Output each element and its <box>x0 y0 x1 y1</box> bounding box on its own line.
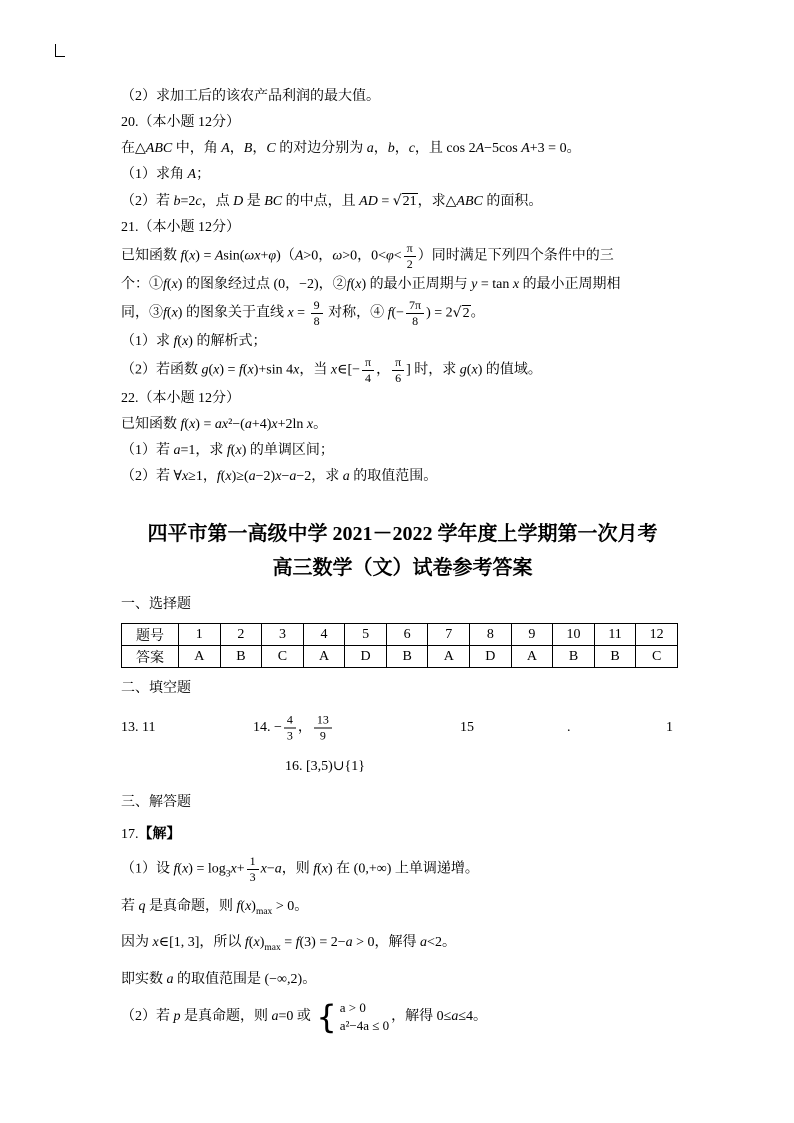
problem-22-heading: 22.（本小题 12分） <box>121 391 240 406</box>
math-i: x <box>182 334 189 349</box>
table-answer-cell: C <box>636 646 678 668</box>
math-i: a <box>420 935 428 951</box>
math-i: x <box>171 277 178 292</box>
problem-21-q1: （1）求 f(x) 的解析式； <box>121 334 267 349</box>
math-i: B <box>243 141 253 156</box>
math-i: x <box>260 861 267 877</box>
math-i: x <box>287 305 294 321</box>
math-sub: max <box>264 943 281 954</box>
math-i: x <box>182 861 189 877</box>
math-i: AD <box>359 194 378 209</box>
math-frac: $\frac{\pi}{6}$ <box>392 355 404 386</box>
solution-17-line3: 因为 x∈[1, 3]，所以 $f(x)_{max} = f(3) = 2-a > 0$，解得 a<2。 <box>121 935 456 954</box>
math-i: x <box>181 469 189 484</box>
blank-section-heading: 二、填空题 <box>121 681 191 696</box>
math-sub: 3 <box>225 869 231 880</box>
math-i: φ <box>386 248 394 264</box>
math-sqrt: √21 <box>392 193 417 209</box>
table-number-cell: 5 <box>345 624 387 646</box>
problem-20-body: 在△ABC 中，角 A，B，C 的对边分别为 a，b，c，且 cos 2A−5cos A+3 = 0。 <box>121 141 581 156</box>
math-sub: max <box>255 906 273 917</box>
blank-answers-row <box>121 704 684 752</box>
math-i: a <box>366 141 374 156</box>
cases-row: a > 0 <box>339 1000 366 1016</box>
math-i: ωx <box>244 248 261 264</box>
math-i: a <box>274 861 282 877</box>
math-i: f <box>295 935 300 951</box>
math-i: ax <box>214 417 229 432</box>
blank-answer-14: 14. − $\frac{4}{3}$ ， $\frac{13}{9}$ <box>253 713 334 744</box>
problem-21-body-line3: 同，③f(x) 的图象关于直线 x = $\frac{9}{8}$ 对称，④ f(− $\frac{7\pi}{8}$ ) = 2√2。 <box>121 298 485 328</box>
table-number-cell: 9 <box>511 624 553 646</box>
math-i: f <box>346 277 351 292</box>
problem-19-part2: （2）求加工后的该农产品利润的最大值。 <box>121 89 380 104</box>
solution-section-heading: 三、解答题 <box>121 795 191 810</box>
table-row-answers <box>122 646 678 668</box>
table-answer-cell: C <box>262 646 304 668</box>
math-b: 【解】 <box>138 827 181 842</box>
table-answer-cell: B <box>594 646 636 668</box>
table-answer-cell: B <box>386 646 428 668</box>
math-i: A <box>214 248 224 264</box>
problems-section <box>121 84 684 490</box>
math-cases <box>316 999 389 1035</box>
math-i: BC <box>264 194 283 209</box>
table-number-cell: 2 <box>220 624 262 646</box>
math-i: x <box>152 935 159 951</box>
problem-21-heading: 21.（本小题 12分） <box>121 220 240 235</box>
problem-20-heading: 20.（本小题 12分） <box>121 115 240 130</box>
solution-17-line2: 若 q 是真命题，则 $f(x)_{max} > 0$。 <box>121 898 309 917</box>
math-i: x <box>512 277 520 292</box>
math-i: x <box>275 469 282 484</box>
answer-sheet-title: 四平市第一高级中学 2021－2022 学年度上学期第一次月考 <box>147 523 658 545</box>
solution-17-line1: （1）设 $f(x) = \log_3x+$ $\frac{1}{3}$ x−a，则 f(x) 在 (0,+∞) 上单调递增。 <box>121 854 479 884</box>
math-i: D <box>233 194 244 209</box>
math-i: A <box>221 141 230 156</box>
choice-answer-table <box>121 623 678 668</box>
math-i: a <box>289 469 297 484</box>
math-i: f <box>163 305 167 321</box>
solution-17-line4: 即实数 a 的取值范围是 (−∞,2)。 <box>121 972 317 988</box>
solution-17-label: 17.【解】 <box>121 827 181 842</box>
problem-20-q2: （2）若 b=2c，点 D 是 BC 的中点，且 AD = √21，求△ABC 的面积。 <box>121 193 543 209</box>
math-i: x <box>330 362 338 378</box>
table-number-cell: 11 <box>594 624 636 646</box>
math-i: x <box>321 861 329 877</box>
math-i: a <box>173 443 181 458</box>
math-i: ω <box>332 248 343 264</box>
math-i: x <box>171 305 178 321</box>
math-frac: $\frac{\pi}{2}$ <box>404 241 416 272</box>
table-number-cell: 10 <box>553 624 595 646</box>
table-number-cell: 6 <box>386 624 428 646</box>
table-number-cell: 3 <box>262 624 304 646</box>
table-label-cell: 答案 <box>122 646 179 668</box>
math-i: x <box>245 898 252 914</box>
math-i: a <box>271 1009 279 1025</box>
math-i: b <box>387 141 395 156</box>
math-i: a <box>166 972 174 988</box>
math-i: f <box>236 898 241 914</box>
problem-22-q1: （1）若 a=1，求 f(x) 的单调区间； <box>121 443 334 458</box>
math-i: f <box>226 443 231 458</box>
math-i: f <box>238 362 243 378</box>
math-i: f <box>163 277 167 292</box>
math-i: a <box>345 935 353 951</box>
blank-answer-16: 16. [3,5)∪{1} <box>285 759 365 774</box>
problem-21-body-line1: 已知函数 f(x) = Asin(ωx+φ)（A>0，ω>0，0<φ< $\frac{\pi}{2}$ ）同时满足下列四个条件中的三 <box>121 241 614 271</box>
solution-section <box>121 822 684 1035</box>
math-frac: $\frac{4}{3}$ <box>284 713 296 744</box>
blank-answer-15-value: 1 <box>666 720 673 735</box>
margin-crop-mark <box>55 44 65 57</box>
math-sqrt: √2 <box>452 304 470 321</box>
table-number-cell: 1 <box>179 624 221 646</box>
math-i: f <box>180 248 185 264</box>
math-i: x <box>253 935 260 951</box>
math-i: ABC <box>456 194 483 209</box>
problem-21-q2: （2）若函数 g(x) = f(x)+sin 4x，当 x∈[− $\frac{\pi}{4}$ ， $\frac{\pi}{6}$ ] 时，求 g(x) 的值域。 <box>121 355 542 385</box>
math-i: C <box>266 141 276 156</box>
blank-answer-15-number: 15 <box>460 720 474 735</box>
math-i: f <box>173 334 178 349</box>
math-i: x <box>213 362 220 378</box>
math-i: f <box>173 861 178 877</box>
math-frac: $\frac{7\pi}{8}$ <box>406 298 424 329</box>
table-answer-cell: D <box>470 646 512 668</box>
math-i: c <box>195 194 202 209</box>
math-i: a <box>248 469 256 484</box>
table-answer-cell: A <box>303 646 345 668</box>
blank-answer-13: 13. 11 <box>121 720 156 735</box>
math-i: f <box>216 469 221 484</box>
math-i: a <box>244 417 252 432</box>
solution-17-line5: （2）若 p 是真命题，则 a=0 或 { a > 0 a²−4a ≤ 0 ，解得 0≤a≤4。 <box>121 998 488 1037</box>
math-i: ABC <box>145 141 173 156</box>
table-answer-cell: B <box>220 646 262 668</box>
table-answer-cell: A <box>428 646 470 668</box>
table-number-cell: 7 <box>428 624 470 646</box>
math-i: p <box>173 1009 181 1025</box>
problem-20-q1: （1）求角 A； <box>121 167 211 182</box>
table-number-cell: 12 <box>636 624 678 646</box>
blank-answer-15-dot: . <box>567 720 571 735</box>
math-i: x <box>306 417 314 432</box>
problem-22-q2: （2）若 ∀x≥1，f(x)≥(a−2)x−a−2，求 a 的取值范围。 <box>121 469 438 484</box>
math-i: f <box>180 417 185 432</box>
math-i: A <box>187 167 197 182</box>
table-answer-cell: D <box>345 646 387 668</box>
choice-section-heading: 一、选择题 <box>121 597 191 612</box>
math-i: c <box>408 141 415 156</box>
math-i: q <box>138 898 146 914</box>
math-i: x <box>471 362 478 378</box>
table-number-cell: 4 <box>303 624 345 646</box>
answer-sheet-subtitle: 高三数学（文）试卷参考答案 <box>272 557 533 579</box>
math-i: f <box>387 305 392 321</box>
math-i: x <box>189 417 196 432</box>
math-frac: $\frac{13}{9}$ <box>314 713 332 744</box>
table-row-numbers <box>122 624 678 646</box>
math-i: a <box>342 469 350 484</box>
problem-21-body-line2: 个：①f(x) 的图象经过点 (0，−2)，②f(x) 的最小正周期与 y = tan x 的最小正周期相 <box>121 277 621 292</box>
math-i: φ <box>268 248 277 264</box>
math-i: x <box>355 277 362 292</box>
table-answer-cell: A <box>179 646 221 668</box>
math-i: A <box>294 248 304 264</box>
cases-row: a²−4a ≤ 0 <box>339 1018 390 1034</box>
math-frac: $\frac{9}{8}$ <box>311 298 323 329</box>
math-i: b <box>173 194 181 209</box>
math-i: A <box>521 141 530 156</box>
math-frac: $\frac{\pi}{4}$ <box>362 355 374 386</box>
math-i: x <box>235 443 242 458</box>
math-i: x <box>225 469 232 484</box>
table-label-cell: 题号 <box>122 624 179 646</box>
math-i: a <box>451 1009 459 1025</box>
choice-answer-table-body <box>122 624 678 668</box>
math-i: x <box>230 861 237 877</box>
table-number-cell: 8 <box>470 624 512 646</box>
cases-brace: { <box>316 998 337 1037</box>
math-i: x <box>271 417 278 432</box>
problem-22-body: 已知函数 f(x) = ax²−(a+4)x+2ln x。 <box>121 417 328 432</box>
math-i: x <box>247 362 254 378</box>
table-answer-cell: A <box>511 646 553 668</box>
math-i: f <box>244 935 249 951</box>
math-frac: $\frac{1}{3}$ <box>247 854 259 885</box>
math-i: f <box>313 861 318 877</box>
math-i: x <box>293 362 300 378</box>
table-answer-cell: B <box>553 646 595 668</box>
math-i: x <box>189 248 196 264</box>
math-i: g <box>459 362 467 378</box>
math-i: A <box>475 141 485 156</box>
math-i: g <box>201 362 209 378</box>
math-i: y <box>471 277 478 292</box>
